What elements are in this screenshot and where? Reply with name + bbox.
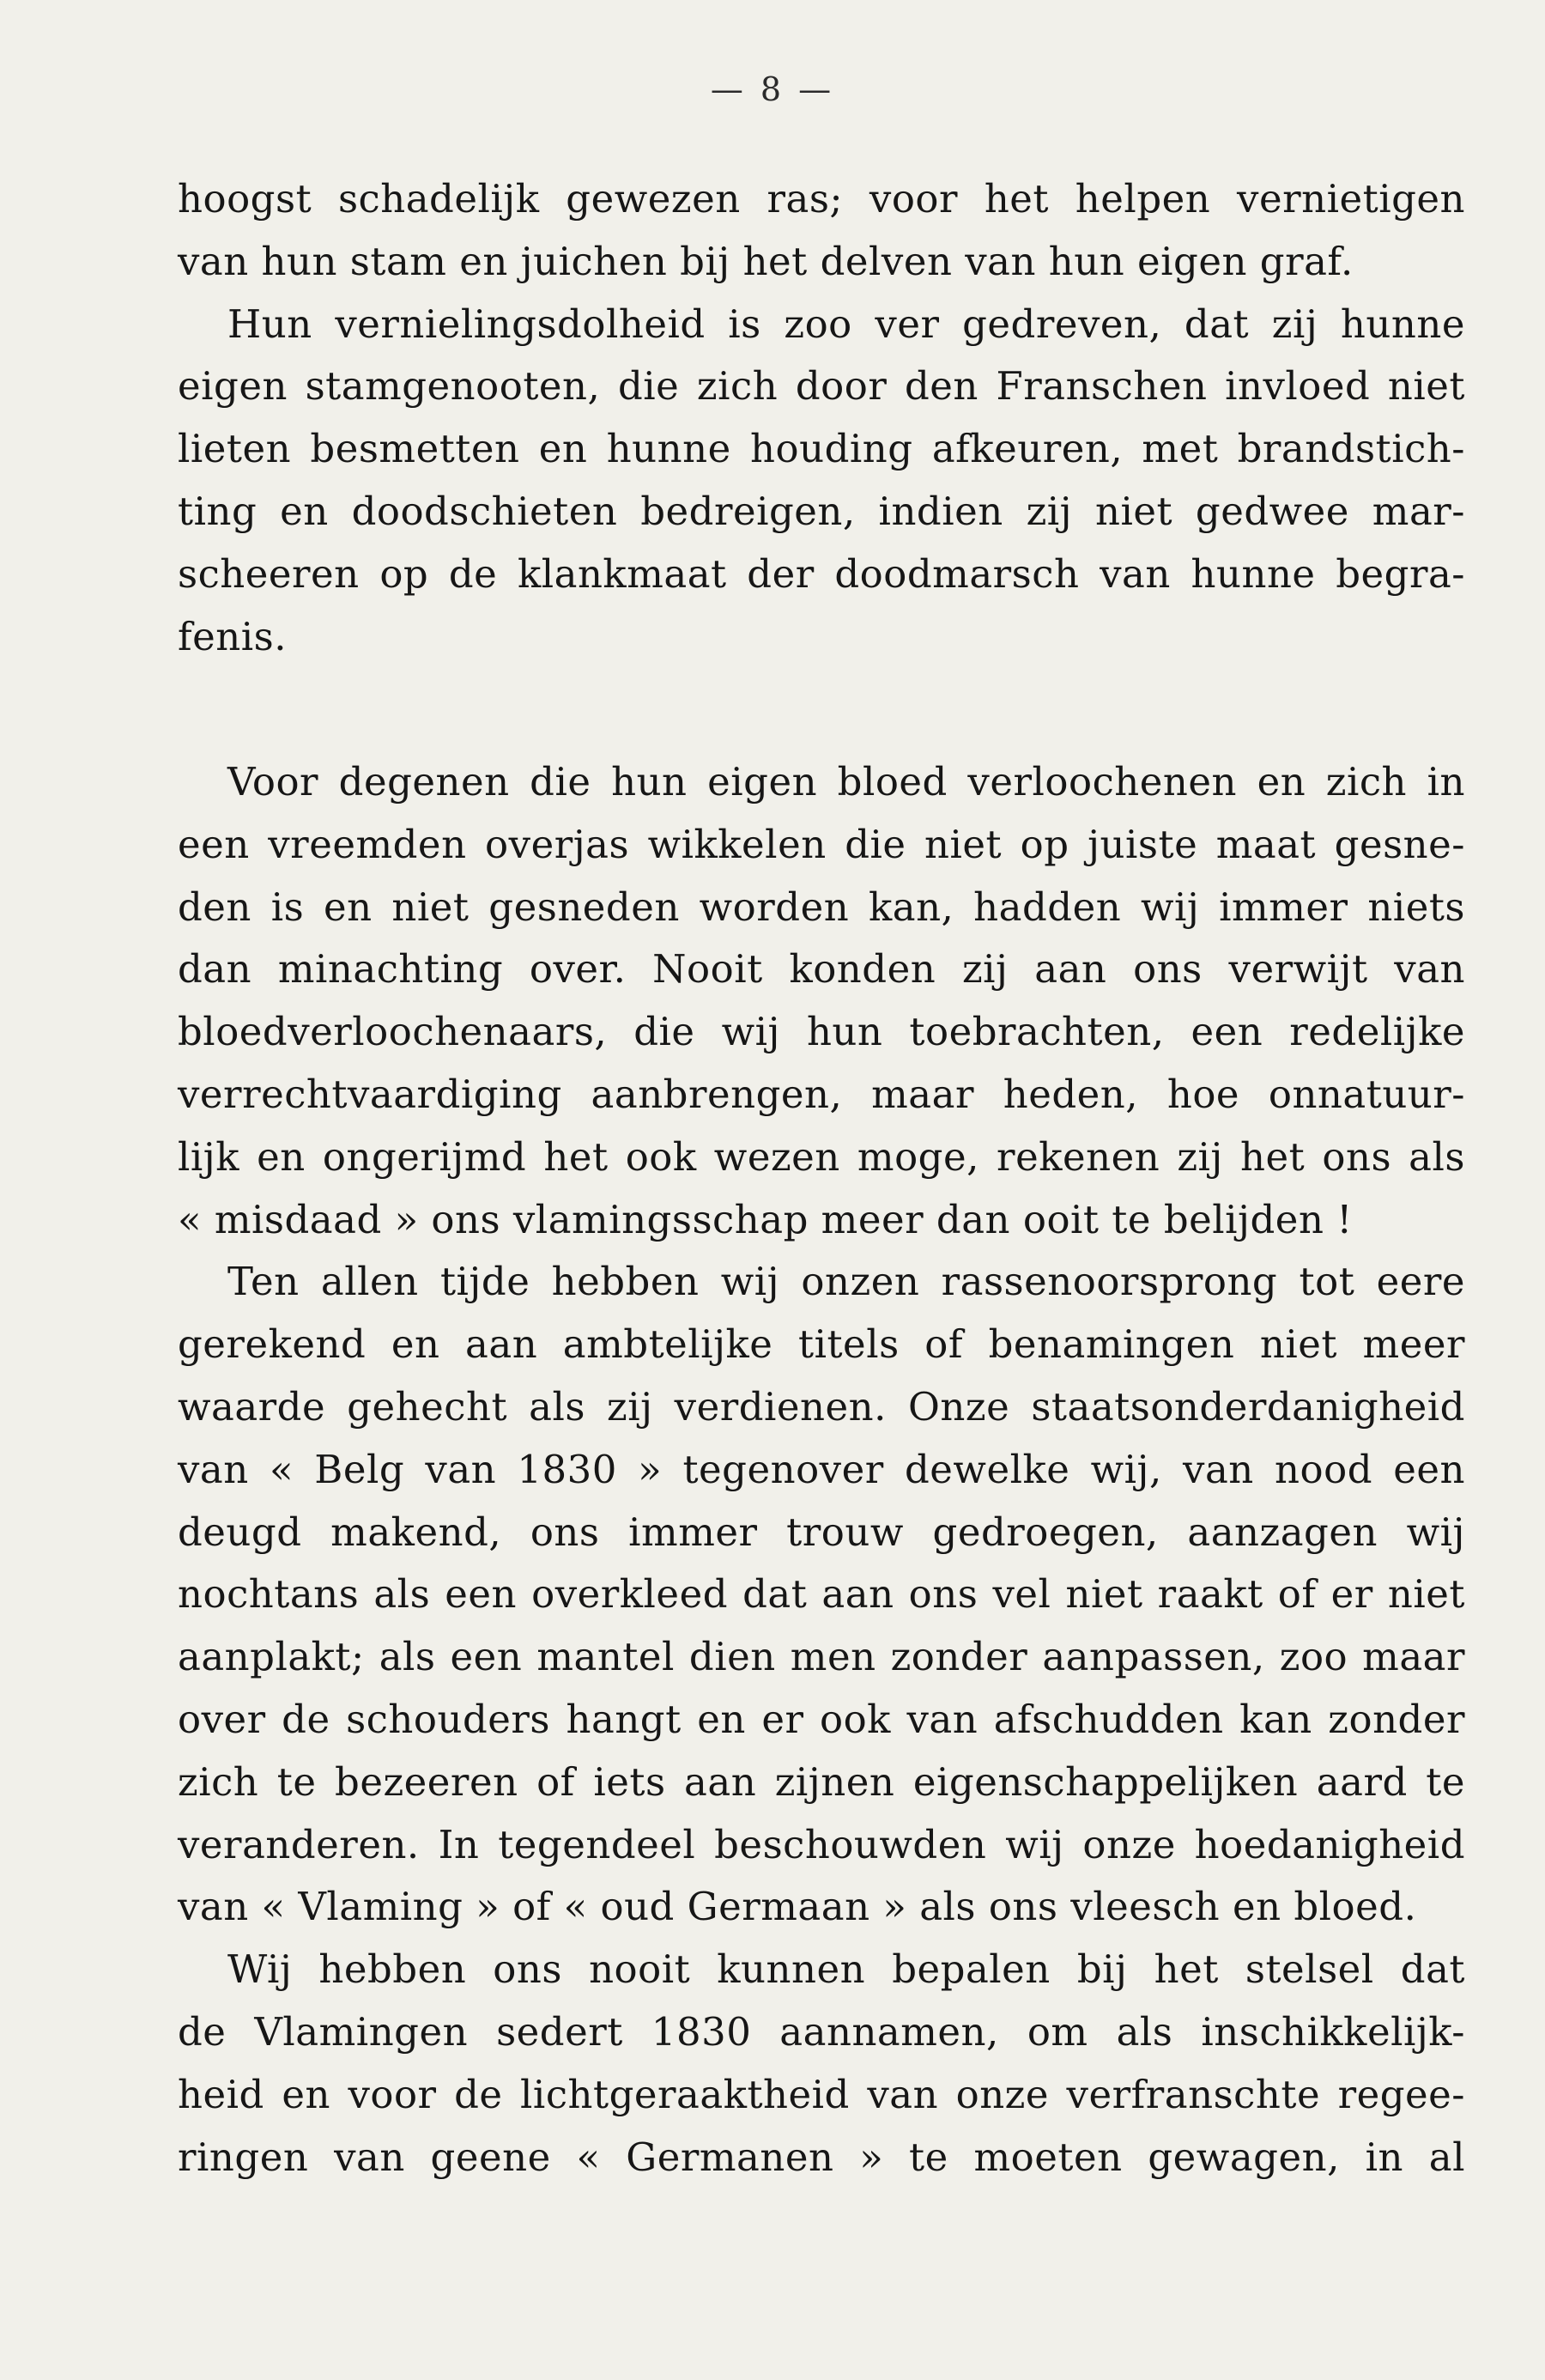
text-line: bloedverloochenaars, die wij hun toebrachten, een redelijke bbox=[178, 1009, 1465, 1055]
text-line: een vreemden overjas wikkelen die niet op juiste maat gesne- bbox=[178, 821, 1465, 867]
text-line: over de schouders hangt en er ook van afschudden kan zonder bbox=[178, 1696, 1465, 1742]
text-line: den is en niet gesneden worden kan, hadden wij immer niets bbox=[178, 883, 1465, 930]
text-line: heid en voor de lichtgeraaktheid van onze verfranschte regee- bbox=[178, 2071, 1465, 2117]
text-line: gerekend en aan ambtelijke titels of benamingen niet meer bbox=[178, 1321, 1465, 1368]
text-line: hoogst schadelijk gewezen ras; voor het helpen vernietigen bbox=[178, 176, 1465, 222]
text-line: Hun vernielingsdolheid is zoo ver gedreven, dat zij hunne bbox=[227, 301, 1465, 347]
text-line: van « Vlaming » of « oud Germaan » als ons vleesch en bloed. bbox=[178, 1884, 1417, 1930]
text-line: Voor degenen die hun eigen bloed verloochenen en zich in bbox=[227, 759, 1465, 804]
text-block-lower bbox=[178, 751, 1465, 2189]
text-block-upper bbox=[178, 168, 1465, 668]
text-line: dan minachting over. Nooit konden zij aan ons verwijt van bbox=[178, 946, 1465, 993]
text-line: eigen stamgenooten, die zich door den Franschen invloed niet bbox=[178, 363, 1465, 410]
text-line: waarde gehecht als zij verdienen. Onze staatsonderdanigheid bbox=[178, 1383, 1465, 1430]
page-number: — 8 — bbox=[710, 70, 835, 108]
text-line: « misdaad » ons vlamingsschap meer dan ooit te belijden ! bbox=[178, 1196, 1353, 1242]
text-line: ringen van geene « Germanen » te moeten gewagen, in al bbox=[178, 2134, 1465, 2180]
text-line: van hun stam en juichen bij het delven van hun eigen graf. bbox=[178, 238, 1354, 284]
text-line: deugd makend, ons immer trouw gedroegen, aanzagen wij bbox=[178, 1509, 1465, 1555]
text-line: Ten allen tijde hebben wij onzen rassenoorsprong tot eere bbox=[227, 1259, 1465, 1305]
text-line: zich te bezeeren of iets aan zijnen eigenschappelijken aard te bbox=[178, 1758, 1465, 1805]
text-line: nochtans als een overkleed dat aan ons vel niet raakt of er niet bbox=[178, 1571, 1465, 1618]
text-line: lieten besmetten en hunne houding afkeuren, met brandstich- bbox=[178, 426, 1465, 472]
text-line: scheeren op de klankmaat der doodmarsch van hunne begra- bbox=[178, 550, 1465, 597]
text-line: de Vlamingen sedert 1830 aannamen, om als inschikkelijk- bbox=[178, 2008, 1465, 2055]
text-line: lijk en ongerijmd het ook wezen moge, rekenen zij het ons als bbox=[178, 1133, 1465, 1180]
text-line: Wij hebben ons nooit kunnen bepalen bij het stelsel dat bbox=[227, 1946, 1465, 1993]
text-line: aanplakt; als een mantel dien men zonder aanpassen, zoo maar bbox=[178, 1634, 1465, 1680]
text-line: veranderen. In tegendeel beschouwden wij onze hoedanigheid bbox=[178, 1821, 1465, 1867]
text-line: fenis. bbox=[178, 613, 288, 659]
text-line: verrechtvaardiging aanbrengen, maar heden, hoe onnatuur- bbox=[178, 1071, 1465, 1117]
text-line: van « Belg van 1830 » tegenover dewelke wij, van nood een bbox=[178, 1446, 1465, 1492]
text-line: ting en doodschieten bedreigen, indien zij niet gedwee mar- bbox=[178, 488, 1465, 534]
